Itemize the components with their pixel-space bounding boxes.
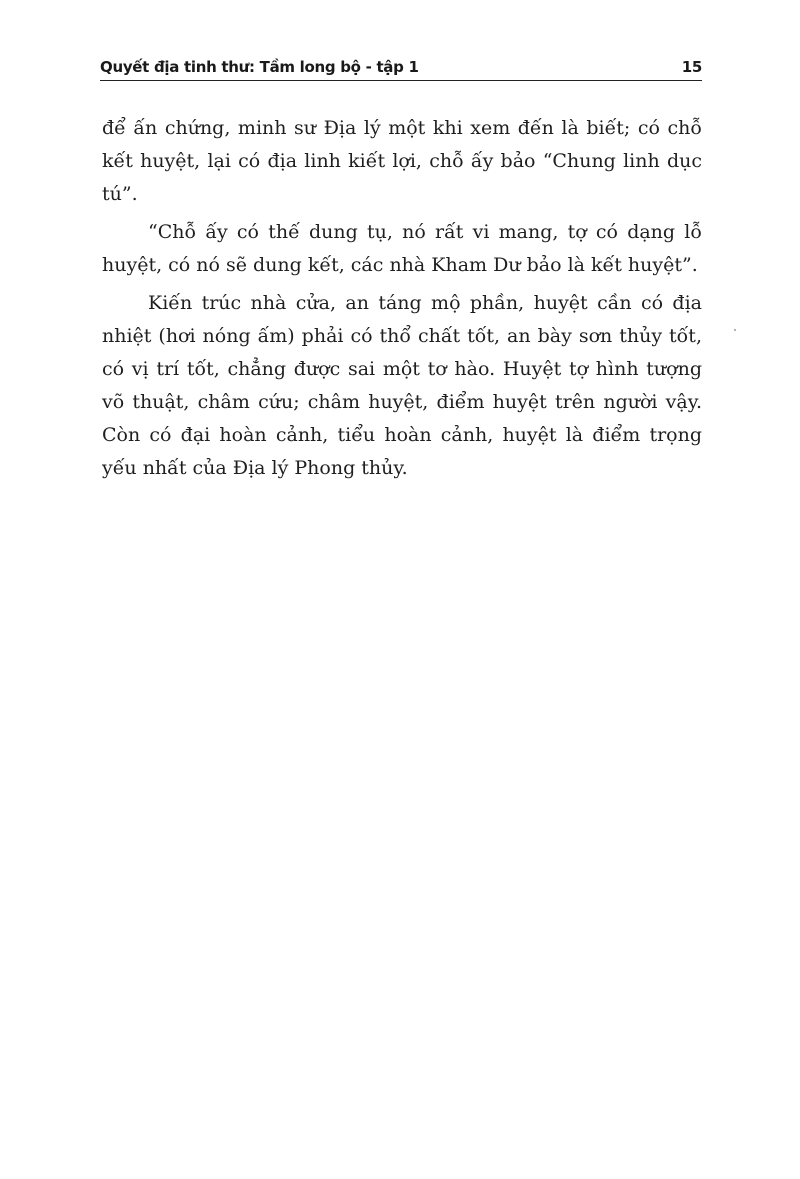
paragraph-architecture: Kiến trúc nhà cửa, an táng mộ phần, huyệt cần có địa nhiệt (hơi nóng ấm) phải có thổ chất tốt, an bày sơn thủy tốt, có vị trí tốt, chẳng được sai một tơ hào. Huyệt tợ hình tượng võ thuật, châm cứu; châm huyệt, điểm huyệt trên người vậy. Còn có đại hoàn cảnh, tiểu hoàn cảnh, huyệt là điểm trọng yếu nhất của Địa lý Phong thủy. xyxy=(102,292,702,479)
page-body xyxy=(102,112,702,490)
paragraph-continuation: để ấn chứng, minh sư Địa lý một khi xem đến là biết; có chỗ kết huyệt, lại có địa linh kiết lợi, chỗ ấy bảo “Chung linh dục tú”. xyxy=(102,117,702,205)
scan-speck xyxy=(734,329,736,331)
book-title: Quyết địa tinh thư: Tầm long bộ - tập 1 xyxy=(100,58,419,76)
paragraph-quote: “Chỗ ấy có thế dung tụ, nó rất vi mang, tợ có dạng lỗ huyệt, có nó sẽ dung kết, các nhà Kham Dư bảo là kết huyệt”. xyxy=(102,221,702,276)
running-header xyxy=(100,52,702,81)
page-number: 15 xyxy=(681,58,702,76)
